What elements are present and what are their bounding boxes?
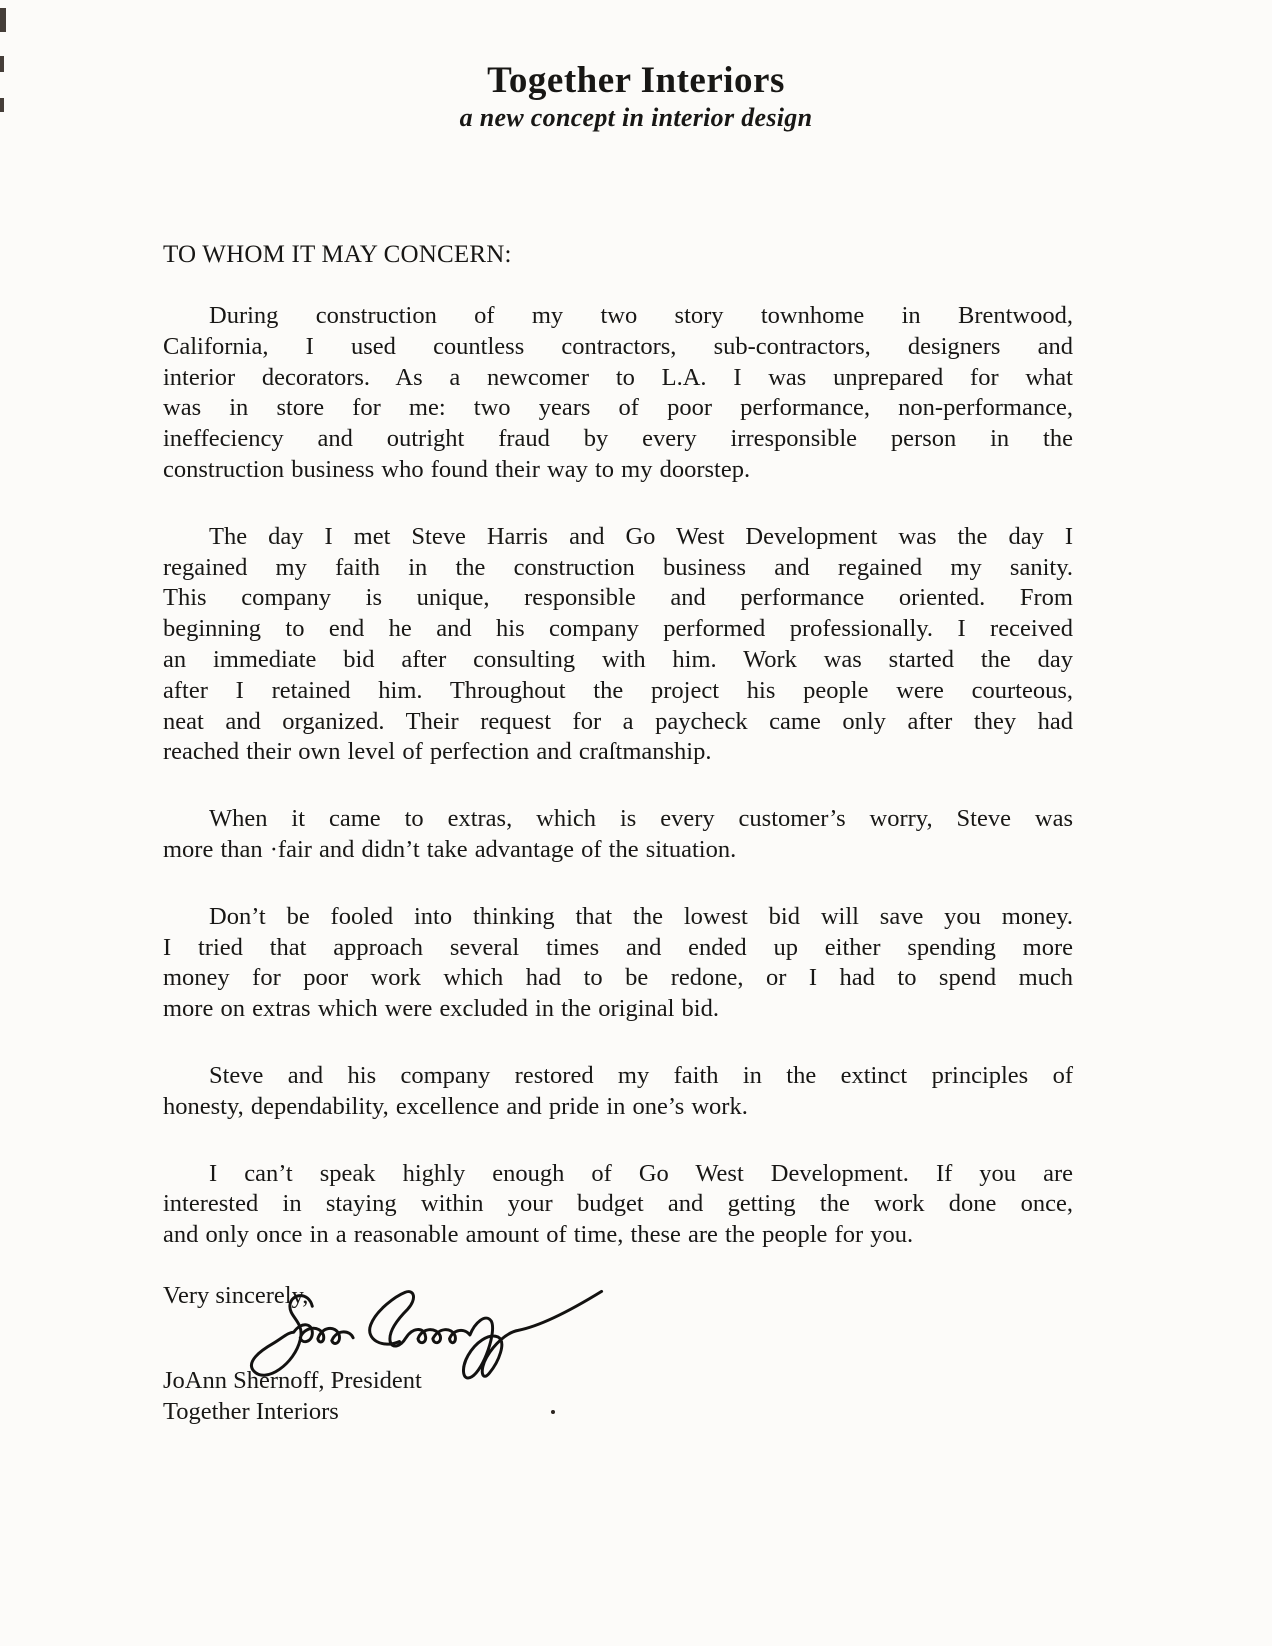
paragraph-line: When it came to extras, which is every customer’s worry, Steve was	[209, 805, 1073, 833]
signer-name-title: JoAnn Shernoff, President	[163, 1367, 422, 1394]
paragraph-line: was in store for me: two years of poor performance, non-performance,	[163, 394, 1073, 422]
paragraph	[163, 301, 1073, 486]
valediction: Very sincerely,	[163, 1282, 309, 1309]
paragraph-line: after I retained him. Throughout the project his people were courteous,	[163, 676, 1073, 704]
paragraph-line: construction business who found their way to my doorstep.	[163, 455, 751, 483]
paragraph	[163, 902, 1073, 1025]
signer-company: Together Interiors	[163, 1398, 339, 1425]
paragraph-line: more on extras which were excluded in the original bid.	[163, 995, 719, 1023]
paragraph-line: I tried that approach several times and ended up either spending more	[163, 933, 1073, 961]
scan-edge-mark	[0, 8, 6, 32]
paragraph-line: more than ·fair and didn’t take advantage of the situation.	[163, 835, 737, 863]
paragraph	[163, 1159, 1073, 1251]
letterhead	[0, 62, 1272, 133]
paragraph-line: neat and organized. Their request for a paycheck came only after they had	[163, 707, 1073, 735]
paragraph-line: California, I used countless contractors, sub-contractors, designers and	[163, 332, 1073, 360]
company-tagline: a new concept in interior design	[459, 103, 813, 132]
paragraph-line: and only once in a reasonable amount of time, these are the people for you.	[163, 1221, 914, 1249]
paragraph-line: reached their own level of perfection and craſtmanship.	[163, 738, 712, 766]
salutation: TO WHOM IT MAY CONCERN:	[163, 241, 512, 268]
signature-block	[163, 1365, 422, 1427]
paragraph-line: money for poor work which had to be redone, or I had to spend much	[163, 964, 1073, 992]
paragraph	[163, 1061, 1073, 1123]
paragraph-line: honesty, dependability, excellence and pride in one’s work.	[163, 1092, 748, 1120]
paragraph-line: Steve and his company restored my faith in the extinct principles of	[209, 1061, 1073, 1089]
paragraph-line: interior decorators. As a newcomer to L.A. I was unprepared for what	[163, 363, 1073, 391]
paragraph	[163, 522, 1073, 768]
company-name: Together Interiors	[487, 60, 785, 101]
paragraph-line: interested in staying within your budget and getting the work done once,	[163, 1190, 1073, 1218]
paragraph-line: beginning to end he and his company performed professionally. I received	[163, 615, 1073, 643]
paragraph-line: regained my faith in the construction business and regained my sanity.	[163, 553, 1073, 581]
paragraph-line: I can’t speak highly enough of Go West Development. If you are	[209, 1159, 1073, 1187]
paragraph-line: Don’t be fooled into thinking that the lowest bid will save you money.	[209, 902, 1073, 930]
paragraph-line: This company is unique, responsible and performance oriented. From	[163, 584, 1073, 612]
paragraph-line: ineffeciency and outright fraud by every irresponsible person in the	[163, 425, 1073, 453]
paragraph	[163, 804, 1073, 866]
letter-body	[163, 301, 1073, 1287]
paragraph-line: an immediate bid after consulting with him. Work was started the day	[163, 645, 1073, 673]
paragraph-line: During construction of my two story townhome in Brentwood,	[209, 302, 1073, 329]
paragraph-line: The day I met Steve Harris and Go West Development was the day I	[209, 522, 1073, 550]
scan-speck	[551, 1410, 555, 1414]
